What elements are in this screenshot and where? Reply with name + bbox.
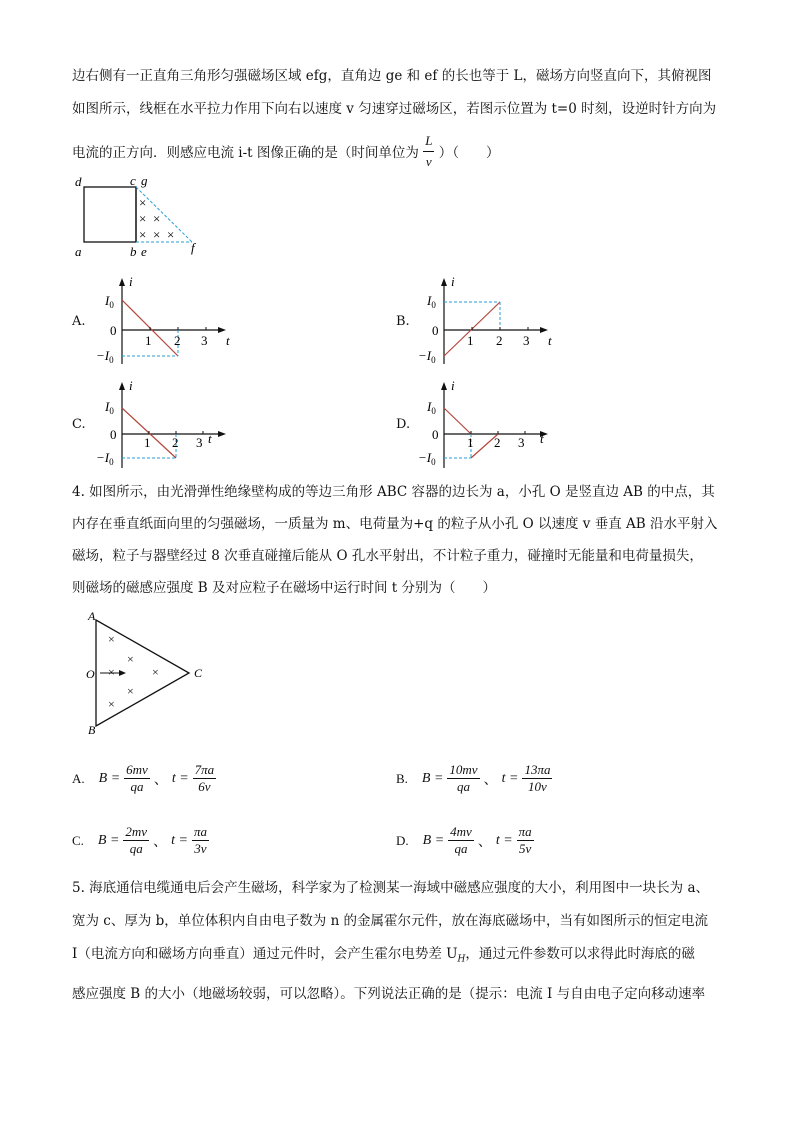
svg-text:×: × (153, 227, 161, 242)
field-crosses (139, 195, 174, 242)
svg-text:×: × (108, 697, 115, 711)
b-equals: B = (98, 770, 121, 786)
svg-text:I0: $I_0$ (105, 399, 114, 416)
q3-option-b-letter[interactable]: B. (396, 314, 410, 329)
q3-graph-c[interactable] (92, 376, 232, 472)
q3-line-2: 如图所示，线框在水平拉力作用下向右以速度 v 匀速穿过磁场区，若图示位置为 t=0 时刻，设逆时针方向为 (72, 101, 717, 117)
svg-text:×: × (167, 227, 175, 242)
q3-option-c-letter[interactable]: C. (72, 417, 86, 432)
q5-line-3 (72, 944, 695, 970)
b-fraction: $\frac{6mv}{qa}$ (126, 762, 148, 794)
t-fraction: $\frac{7\pi a}{6v}$ (194, 762, 215, 794)
label-f: f (191, 240, 195, 255)
t-equals: t = (501, 770, 519, 786)
svg-text:2: 2 (172, 435, 179, 450)
q4-option-b[interactable]: B. B = $\frac{10mv}{qa}$ 、 t = $\frac{13\pi a}{10v}$ (396, 762, 551, 794)
q4-option-a[interactable]: A. B = $\frac{6mv}{qa}$ 、 t = $\frac{7\pi a}{6v}$ (72, 762, 215, 794)
wire-frame (84, 187, 136, 242)
q4-figure (82, 606, 212, 738)
svg-text:t: t (208, 431, 212, 446)
svg-text:2: 2 (494, 435, 501, 450)
b-equals: B = (422, 832, 445, 848)
q3-graph-b[interactable] (414, 272, 554, 368)
svg-text:t: t (548, 333, 552, 348)
q3-graph-d[interactable] (414, 376, 554, 472)
time-unit-num: L (423, 131, 434, 152)
q3-line-3-text: 电流的正方向．则感应电流 i-t 图像正确的是（时间单位为 (72, 145, 419, 161)
option-letter: C. (72, 832, 84, 848)
svg-text:0: 0 (432, 323, 439, 338)
option-letter: A. (72, 770, 85, 786)
svg-text:1: 1 (467, 435, 474, 450)
current-line-1 (444, 408, 471, 434)
q5-line-2: 宽为 c、厚为 b，单位体积内自由电子数为 n 的金属霍尔元件，放在海底磁场中，当有如图所示的恒定电流 (72, 913, 709, 929)
label-c: c (130, 173, 136, 188)
field-crosses (108, 632, 159, 711)
svg-text:×: × (108, 632, 115, 646)
option-letter: B. (396, 770, 408, 786)
q4-line-4: 则磁场的磁感应强度 B 及对应粒子在磁场中运行时间 t 分别为（ ） (72, 580, 497, 596)
svg-text:×: × (127, 652, 134, 666)
svg-text:−I0: $-I_0$ (96, 450, 114, 467)
svg-text:3: 3 (201, 333, 208, 348)
svg-text:t: t (540, 431, 544, 446)
q3-line-1: 边右侧有一正直角三角形匀强磁场区域 efg，直角边 ge 和 ef 的长也等于 L，磁场方向竖直向下，其俯视图 (72, 68, 712, 84)
t-equals: t = (171, 770, 189, 786)
q5-line-3-tail: ，通过元件参数可以求得此时海底的磁 (465, 946, 695, 962)
q5-line-4: 感应强度 B 的大小（地磁场较弱，可以忽略）。下列说法正确的是（提示：电流 I 与自由电子定向移动速率 (72, 986, 706, 1002)
q4-option-c[interactable]: C. B = $\frac{2mv}{qa}$ 、 t = $\frac{\pi a}{3v}$ (72, 824, 207, 856)
q5-line-3-text: I（电流方向和磁场方向垂直）通过元件时，会产生霍尔电势差 U (72, 946, 458, 962)
svg-text:I0: $I_0$ (105, 293, 114, 310)
q4-line-2: 内存在垂直纸面向里的匀强磁场，一质量为 m、电荷量为+q 的粒子从小孔 O 以速度 v 垂直 AB 沿水平射入 (72, 516, 718, 532)
svg-text:×: × (139, 195, 147, 210)
q4-option-d[interactable]: D. B = $\frac{4mv}{qa}$ 、 t = $\frac{\pi a}{5v}$ (396, 824, 532, 856)
label-b: b (130, 244, 137, 259)
svg-text:i: i (451, 274, 455, 289)
q4-line-3: 磁场，粒子与器壁经过 8 次垂直碰撞后能从 O 孔水平射出，不计粒子重力，碰撞时无能量和电荷量损失， (72, 548, 703, 564)
t-equals: t = (171, 832, 188, 848)
t-fraction: $\frac{\pi a}{3v}$ (193, 824, 207, 856)
time-unit-fraction (423, 131, 434, 172)
svg-text:1: 1 (144, 435, 151, 450)
svg-text:×: × (152, 665, 159, 679)
label-O: O (86, 667, 95, 681)
svg-text:×: × (139, 211, 147, 226)
q3-line-3 (72, 133, 499, 174)
svg-text:−I0: $-I_0$ (418, 450, 436, 467)
label-B: B (88, 723, 96, 737)
svg-text:3: 3 (196, 435, 203, 450)
svg-text:×: × (108, 665, 115, 679)
t-equals: t = (495, 832, 513, 848)
label-A: A (88, 609, 96, 623)
svg-text:t: t (226, 333, 230, 348)
b-equals: B = (97, 832, 120, 848)
svg-text:−I0: $-I_0$ (96, 348, 114, 365)
q3-graph-a[interactable] (92, 272, 232, 368)
option-letter: D. (396, 832, 409, 848)
svg-text:0: 0 (110, 323, 117, 338)
svg-text:3: 3 (518, 435, 525, 450)
uh-subscript: H (457, 954, 466, 965)
label-e: e (141, 244, 147, 259)
svg-text:0: 0 (432, 427, 439, 442)
svg-text:i: i (129, 378, 133, 393)
svg-text:−I0: $-I_0$ (418, 348, 436, 365)
q3-option-a-letter[interactable]: A. (72, 314, 86, 329)
q3-line-3-tail: ）（ ） (438, 145, 500, 161)
svg-text:1: 1 (467, 333, 474, 348)
t-fraction: $\frac{13\pi a}{10v}$ (524, 762, 551, 794)
q4-line-1: 4. 如图所示，由光滑弹性绝缘壁构成的等边三角形 ABC 容器的边长为 a，小孔 O 是竖直边 AB 的中点，其 (72, 484, 715, 500)
label-g: g (141, 173, 148, 188)
label-d: d (75, 174, 82, 189)
q3-figure (70, 172, 210, 260)
b-fraction: $\frac{4mv}{qa}$ (450, 824, 472, 856)
svg-text:×: × (127, 684, 134, 698)
svg-text:1: 1 (145, 333, 152, 348)
svg-text:I0: $I_0$ (427, 399, 436, 416)
label-C: C (194, 666, 203, 680)
q5-line-1: 5. 海底通信电缆通电后会产生磁场，科学家为了检测某一海域中磁感应强度的大小，利用图中一块长为 a、 (72, 880, 710, 896)
svg-text:×: × (153, 211, 161, 226)
b-fraction: $\frac{2mv}{qa}$ (125, 824, 148, 856)
b-equals: B = (421, 770, 444, 786)
svg-text:2: 2 (174, 333, 181, 348)
svg-text:×: × (139, 227, 147, 242)
t-fraction: $\frac{\pi a}{5v}$ (518, 824, 532, 856)
svg-text:I0: $I_0$ (427, 293, 436, 310)
q3-option-d-letter[interactable]: D. (396, 417, 411, 432)
svg-text:i: i (129, 274, 133, 289)
b-fraction: $\frac{10mv}{qa}$ (449, 762, 478, 794)
svg-text:0: 0 (110, 427, 117, 442)
svg-text:2: 2 (496, 333, 503, 348)
svg-text:i: i (451, 378, 455, 393)
label-a: a (75, 244, 82, 259)
time-unit-den: v (425, 154, 432, 169)
svg-text:3: 3 (523, 333, 530, 348)
